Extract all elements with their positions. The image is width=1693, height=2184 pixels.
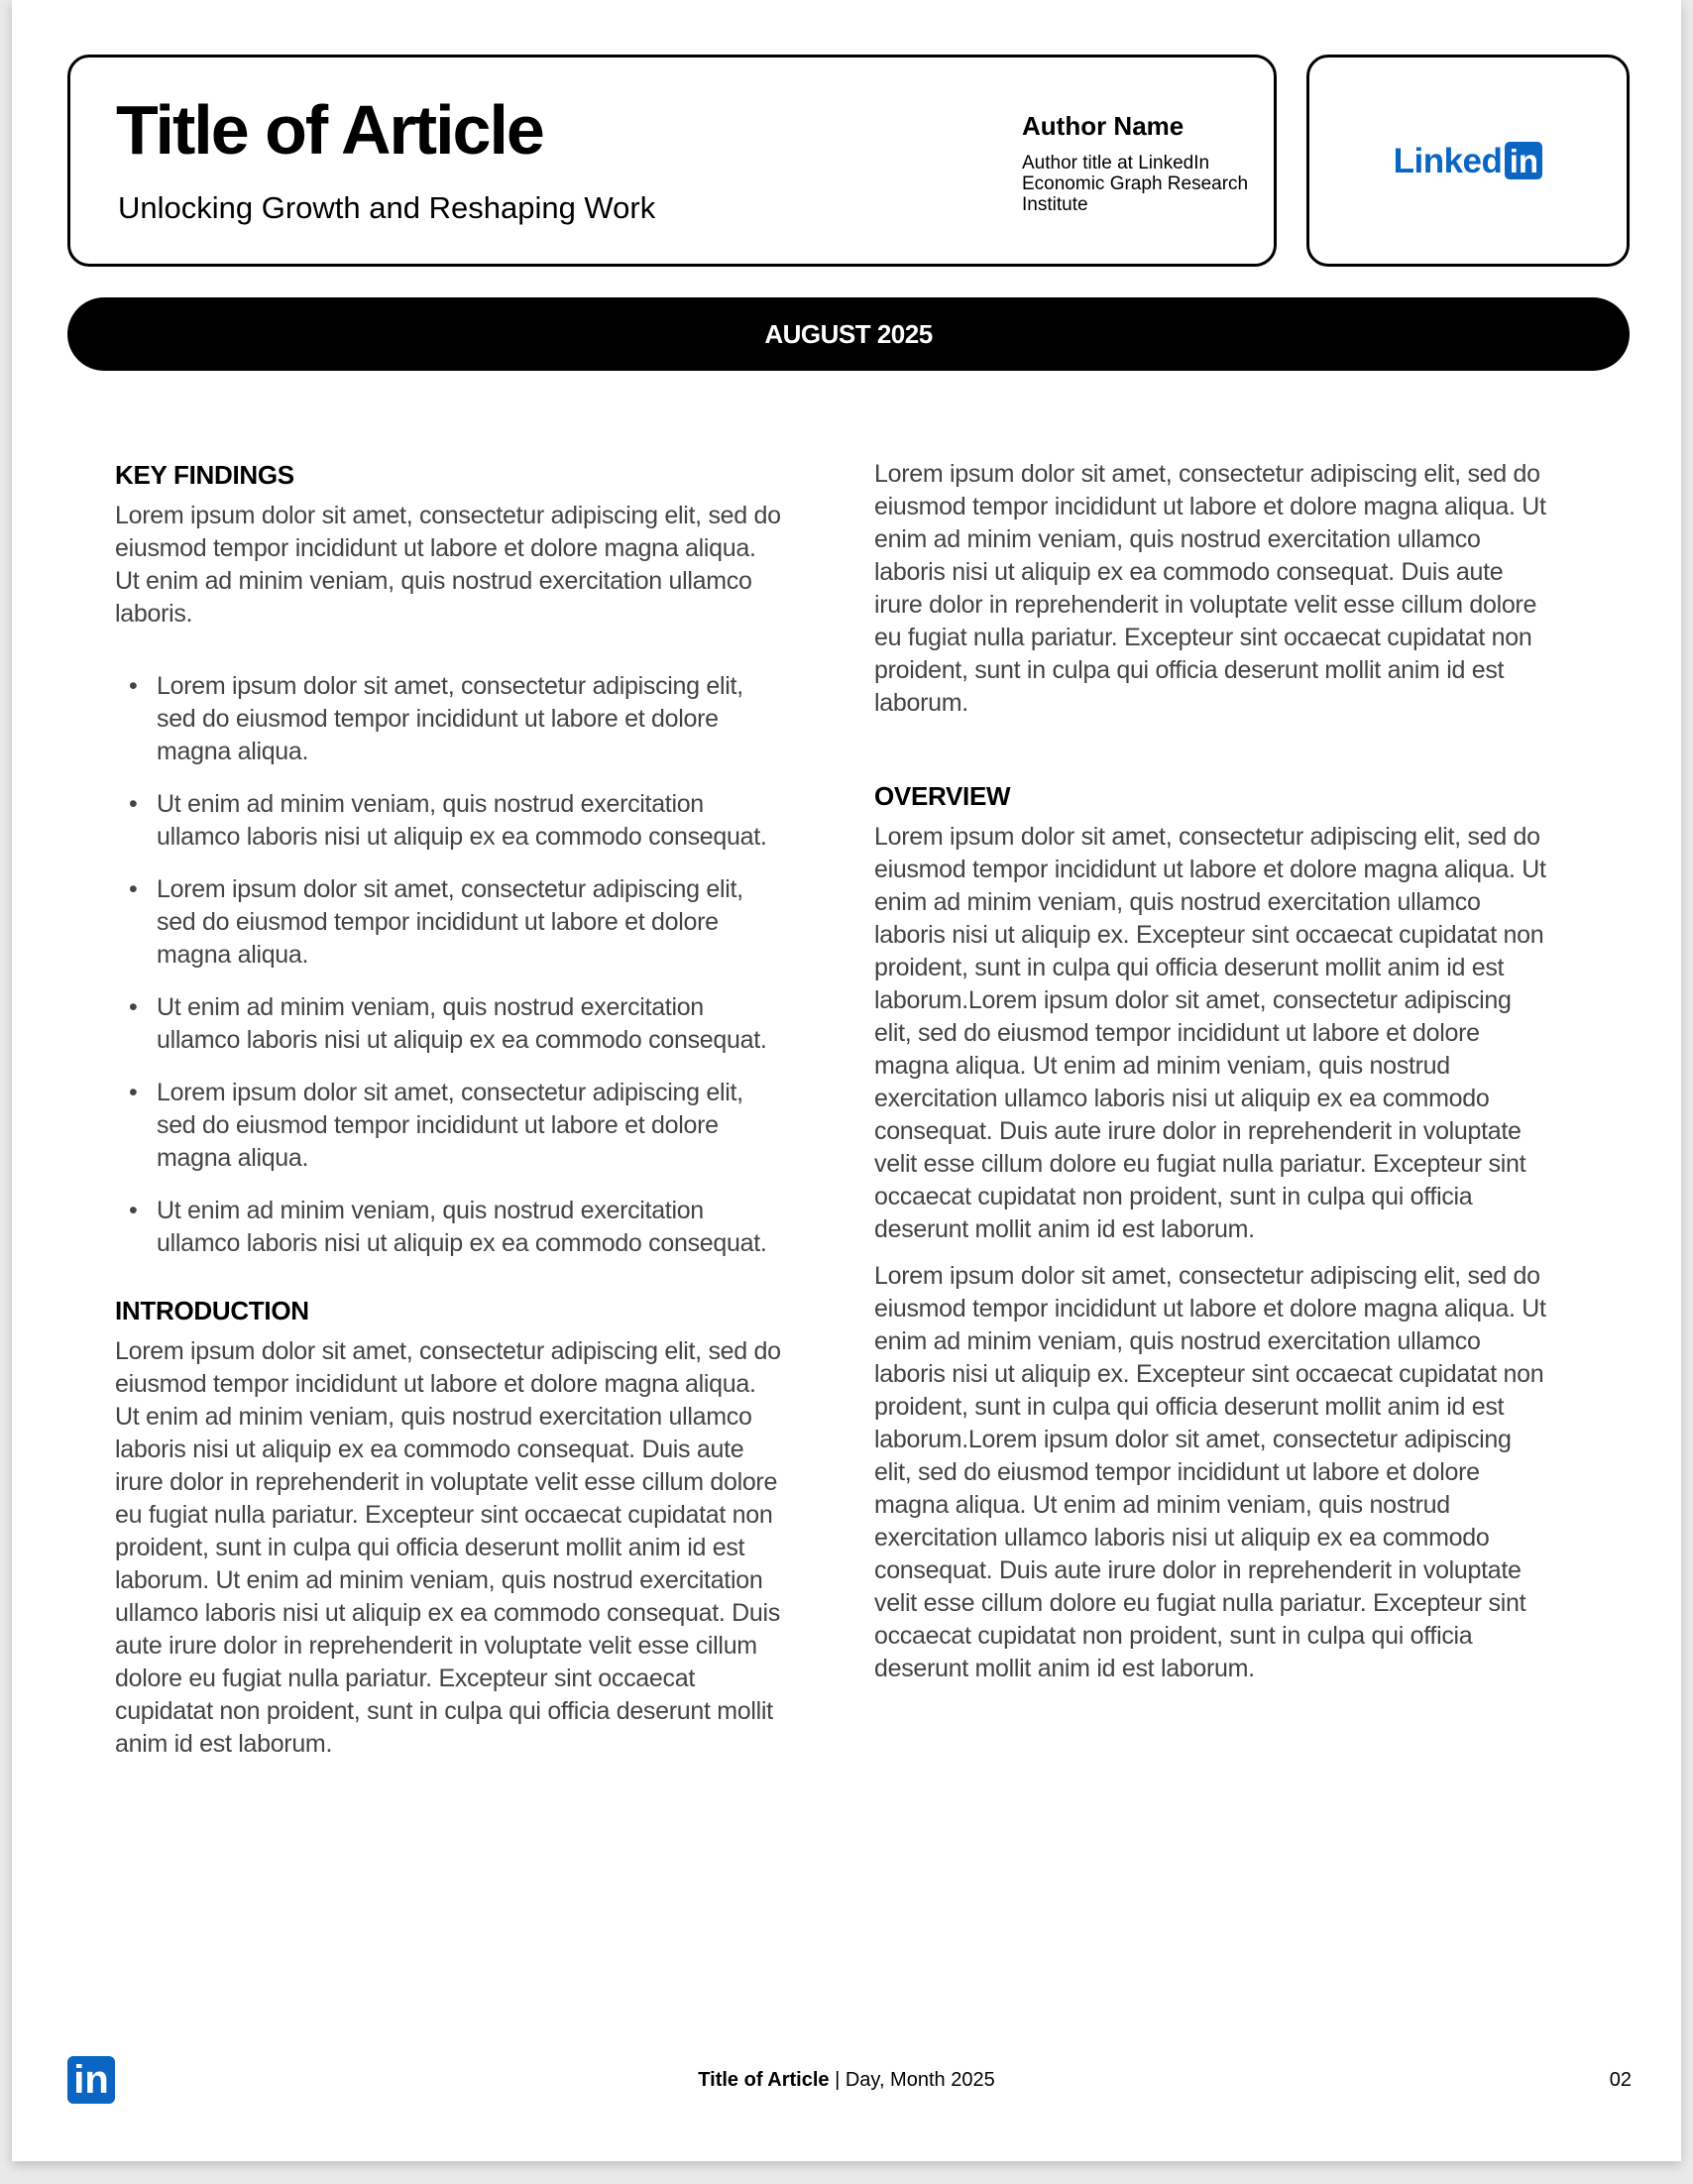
- logo-card: [1306, 55, 1630, 267]
- key-finding-text: Lorem ipsum dolor sit amet, consectetur adipiscing elit, sed do eiusmod tempor incididunt ut labore et dolore magna aliqua.: [157, 672, 743, 765]
- key-finding-item: [115, 1077, 785, 1175]
- key-finding-text: Ut enim ad minim veniam, quis nostrud exercitation ullamco laboris nisi ut aliquip ex ea commodo consequat.: [157, 790, 767, 851]
- right-intro-paragraph: Lorem ipsum dolor sit amet, consectetur adipiscing elit, sed do eiusmod tempor incididunt ut labore et dolore magna aliqua. Ut enim ad minim veniam, quis nostrud exercitation ullamco laboris nisi ut aliquip ex ea commodo consequat. Duis aute irure dolor in reprehenderit in voluptate velit esse cillum dolore eu fugiat nulla pariatur. Excepteur sint occaecat cupidatat non proident, sunt in culpa qui officia deserunt mollit anim id est laborum.: [874, 460, 1546, 717]
- left-column: [115, 458, 785, 1761]
- bullet-dot-icon: •: [129, 875, 138, 903]
- document-page: [12, 0, 1681, 2161]
- key-finding-text: Lorem ipsum dolor sit amet, consectetur adipiscing elit, sed do eiusmod tempor incididunt ut labore et dolore magna aliqua.: [157, 1079, 743, 1172]
- introduction-heading: INTRODUCTION: [115, 1296, 309, 1325]
- key-findings-list: [115, 670, 785, 1260]
- bullet-dot-icon: •: [129, 993, 138, 1021]
- footer-article-title: Title of Article: [698, 2069, 830, 2091]
- linkedin-logo: [1394, 142, 1543, 179]
- title-card: [67, 55, 1277, 267]
- bullet-dot-icon: •: [129, 672, 138, 700]
- author-name: Author Name: [1022, 111, 1185, 141]
- introduction-body: Lorem ipsum dolor sit amet, consectetur adipiscing elit, sed do eiusmod tempor incididunt ut labore et dolore magna aliqua. Ut enim ad minim veniam, quis nostrud exercitation ullamco laboris nisi ut aliquip ex ea commodo consequat. Duis aute irure dolor in reprehenderit in voluptate velit esse cillum dolore eu fugiat nulla pariatur. Excepteur sint occaecat cupidatat non proident, sunt in culpa qui officia deserunt mollit anim id est laborum. Ut enim ad minim veniam, quis nostrud exercitation ullamco laboris nisi ut aliquip ex ea commodo consequat. Duis aute irure dolor in reprehenderit in voluptate velit esse cillum dolore eu fugiat nulla pariatur. Excepteur sint occaecat cupidatat non proident, sunt in culpa qui officia deserunt mollit anim id est laborum.: [115, 1337, 781, 1758]
- page-number: 02: [1609, 2069, 1632, 2091]
- key-finding-item: [115, 788, 785, 854]
- key-finding-text: Ut enim ad minim veniam, quis nostrud exercitation ullamco laboris nisi ut aliquip ex ea commodo consequat.: [157, 1197, 767, 1257]
- article-subtitle: Unlocking Growth and Reshaping Work: [118, 190, 656, 225]
- key-finding-item: [115, 670, 785, 768]
- linkedin-logo-word: Linked: [1393, 141, 1503, 180]
- author-title: Author title at LinkedIn Economic Graph Research Institute: [1022, 153, 1249, 215]
- key-finding-item: [115, 991, 785, 1057]
- bullet-dot-icon: •: [129, 1197, 138, 1224]
- bullet-dot-icon: •: [129, 790, 138, 818]
- overview-heading: OVERVIEW: [874, 781, 1011, 811]
- key-findings-heading: KEY FINDINGS: [115, 460, 294, 490]
- key-finding-item: [115, 1195, 785, 1260]
- footer-separator: |: [829, 2069, 846, 2091]
- right-column: [874, 458, 1554, 1685]
- article-title: Title of Article: [116, 91, 543, 169]
- key-finding-item: [115, 873, 785, 972]
- footer-date: Day, Month 2025: [845, 2069, 995, 2091]
- date-banner-text: AUGUST 2025: [764, 318, 933, 349]
- key-finding-text: Lorem ipsum dolor sit amet, consectetur adipiscing elit, sed do eiusmod tempor incididunt ut labore et dolore magna aliqua.: [157, 875, 743, 969]
- date-banner: [67, 297, 1630, 371]
- footer-caption: [12, 2068, 1681, 2092]
- bullet-dot-icon: •: [129, 1079, 138, 1106]
- key-findings-intro: Lorem ipsum dolor sit amet, consectetur adipiscing elit, sed do eiusmod tempor incididunt ut labore et dolore magna aliqua. Ut enim ad minim veniam, quis nostrud exercitation ullamco laboris.: [115, 502, 781, 628]
- overview-paragraph-1: Lorem ipsum dolor sit amet, consectetur adipiscing elit, sed do eiusmod tempor incididunt ut labore et dolore magna aliqua. Ut enim ad minim veniam, quis nostrud exercitation ullamco laboris nisi ut aliquip ex. Excepteur sint occaecat cupidatat non proident, sunt in culpa qui officia deserunt mollit anim id est laborum.Lorem ipsum dolor sit amet, consectetur adipiscing elit, sed do eiusmod tempor incididunt ut labore et dolore magna aliqua. Ut enim ad minim veniam, quis nostrud exercitation ullamco laboris nisi ut aliquip ex ea commodo consequat. Duis aute irure dolor in reprehenderit in voluptate velit esse cillum dolore eu fugiat nulla pariatur. Excepteur sint occaecat cupidatat non proident, sunt in culpa qui officia deserunt mollit anim id est laborum.: [874, 823, 1546, 1243]
- overview-paragraph-2: Lorem ipsum dolor sit amet, consectetur adipiscing elit, sed do eiusmod tempor incididunt ut labore et dolore magna aliqua. Ut enim ad minim veniam, quis nostrud exercitation ullamco laboris nisi ut aliquip ex. Excepteur sint occaecat cupidatat non proident, sunt in culpa qui officia deserunt mollit anim id est laborum.Lorem ipsum dolor sit amet, consectetur adipiscing elit, sed do eiusmod tempor incididunt ut labore et dolore magna aliqua. Ut enim ad minim veniam, quis nostrud exercitation ullamco laboris nisi ut aliquip ex ea commodo consequat. Duis aute irure dolor in reprehenderit in voluptate velit esse cillum dolore eu fugiat nulla pariatur. Excepteur sint occaecat cupidatat non proident, sunt in culpa qui officia deserunt mollit anim id est laborum.: [874, 1262, 1546, 1682]
- linkedin-icon-text: in: [73, 2058, 109, 2102]
- linkedin-logo-badge: in: [1505, 142, 1542, 179]
- key-finding-text: Ut enim ad minim veniam, quis nostrud exercitation ullamco laboris nisi ut aliquip ex ea commodo consequat.: [157, 993, 767, 1054]
